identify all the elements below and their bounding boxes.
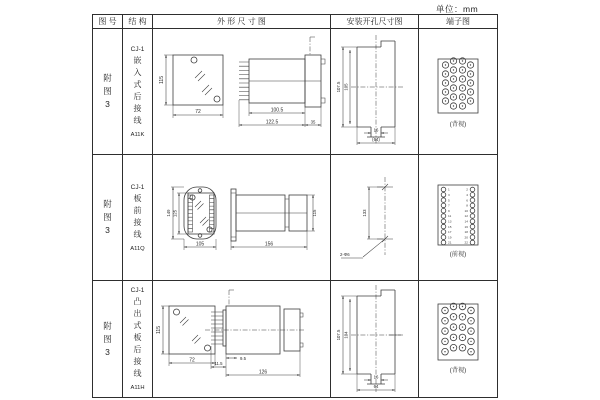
dim-pin-length: 11.5 <box>214 360 223 366</box>
svg-text:8: 8 <box>466 203 468 208</box>
terminal-strip <box>188 199 193 229</box>
svg-text:12: 12 <box>464 214 468 219</box>
dim-front-width: 72 <box>195 109 201 115</box>
outline-cell-row2 <box>153 155 331 281</box>
header-outline-label: 外 形 尺 寸 图 <box>217 17 266 26</box>
terminal-cell-row1 <box>419 29 497 155</box>
svg-text:17: 17 <box>448 230 452 235</box>
svg-text:13: 13 <box>448 219 452 224</box>
front-view <box>166 187 216 250</box>
svg-text:14: 14 <box>464 219 468 224</box>
svg-text:21: 21 <box>448 240 452 245</box>
svg-text:6: 6 <box>466 198 468 203</box>
outline-drawing-a11k <box>153 29 330 154</box>
dim-body-length: 126 <box>258 369 268 375</box>
structure-description: 板前接线 <box>133 193 142 239</box>
side-view <box>231 189 317 250</box>
model-label: CJ-1 <box>130 183 145 191</box>
view-label: (背视) <box>449 121 467 128</box>
terminal-diagram-a11k <box>419 29 497 154</box>
view-label: (背视) <box>449 366 467 374</box>
terminal-cell-row3 <box>419 281 497 397</box>
type-code: A11H <box>130 385 145 391</box>
type-code: A11K <box>130 131 145 138</box>
mounting-cell-row1 <box>331 29 419 155</box>
model-label: CJ-1 <box>130 45 145 53</box>
svg-text:11: 11 <box>448 214 452 219</box>
svg-text:20: 20 <box>464 235 468 240</box>
side-view <box>239 37 325 127</box>
header-figure-label: 图 号 <box>98 17 117 26</box>
svg-text:18: 18 <box>464 230 468 235</box>
outline-cell-row3 <box>153 281 331 397</box>
svg-text:1: 1 <box>448 187 450 192</box>
terminal-diagram-a11h <box>419 282 497 397</box>
terminal-strip <box>210 199 215 229</box>
mounting-cell-row2 <box>331 155 419 281</box>
surface-mark-icon <box>202 85 212 95</box>
dim-overall-width: (64) <box>372 137 380 142</box>
dim-slot-width: 16 <box>373 127 379 133</box>
mounting-drawing-a11k <box>331 29 418 154</box>
svg-text:22: 22 <box>464 240 468 245</box>
outline-drawing-a11q <box>153 155 330 280</box>
header-mounting-label: 安装开孔尺寸图 <box>346 17 403 26</box>
model-label: CJ-1 <box>130 287 145 294</box>
unit-label: 单位：mm <box>436 4 479 14</box>
svg-text:5: 5 <box>448 198 450 203</box>
structure-description: 嵌入式后接线 <box>133 55 142 125</box>
dimension-table <box>92 14 498 398</box>
figure-cell-row2 <box>93 155 123 281</box>
header-structure-label: 结 构 <box>128 17 147 26</box>
svg-text:15: 15 <box>448 224 452 229</box>
svg-text:3: 3 <box>448 193 450 197</box>
surface-mark-icon <box>195 71 205 81</box>
dim-slot-width: 16 <box>373 374 379 379</box>
figure-number: 附图3 <box>103 199 112 235</box>
structure-description: 凸出式板后接线 <box>133 297 142 378</box>
view-label: (前视) <box>449 251 467 258</box>
dim-mount-outer: 107.5 <box>336 329 341 340</box>
front-view <box>159 55 223 118</box>
dim-overall-width: 64 <box>373 383 379 389</box>
surface-mark-icon <box>195 201 204 210</box>
structure-cell-row3 <box>123 281 153 397</box>
terminal-cell-row2 <box>419 155 497 281</box>
terminal-circles <box>442 58 473 109</box>
header-outline <box>153 15 331 29</box>
svg-text:7: 7 <box>448 203 450 208</box>
hole-note: 2-Φ6 <box>340 252 350 257</box>
terminal-circles <box>441 187 475 245</box>
surface-mark-icon <box>200 217 209 226</box>
dim-hole-pitch: 133 <box>362 209 367 217</box>
dim-side-height: 115 <box>312 209 317 217</box>
dim-gap: 9.5 <box>240 355 246 361</box>
header-terminal <box>419 15 497 29</box>
header-terminal-label: 端子图 <box>446 17 470 26</box>
figure-number: 附图3 <box>103 320 112 357</box>
dim-mount-inner: 104 <box>343 330 349 339</box>
svg-text:19: 19 <box>448 235 452 240</box>
front-view <box>156 306 215 366</box>
outline-cell-row1 <box>153 29 331 155</box>
dim-body-length: 100.5 <box>270 107 284 114</box>
dim-mount-inner: 105 <box>343 83 349 91</box>
surface-mark-icon <box>192 335 201 344</box>
dim-front-width: 72 <box>189 357 195 363</box>
terminal-diagram-a11q <box>419 155 497 280</box>
terminal-circles <box>442 303 475 355</box>
dim-front-width: 105 <box>195 241 205 248</box>
dim-side-length: 156 <box>264 241 274 248</box>
svg-text:16: 16 <box>464 224 468 229</box>
side-view <box>205 290 305 377</box>
dim-total-length: 122.5 <box>265 119 279 126</box>
outline-drawing-a11h <box>153 282 330 397</box>
figure-number: 附图3 <box>103 73 112 109</box>
surface-mark-icon <box>180 317 189 326</box>
dim-front-inner-height: 125 <box>172 209 178 218</box>
header-mounting <box>331 15 419 29</box>
mounting-cell-row3 <box>331 281 419 397</box>
type-code: A11Q <box>130 245 145 252</box>
svg-text:9: 9 <box>448 208 450 213</box>
svg-text:10: 10 <box>464 208 468 213</box>
terminal-pins <box>211 312 223 344</box>
header-structure <box>123 15 153 29</box>
svg-text:4: 4 <box>466 193 468 197</box>
dim-mount-outer: 107.5 <box>336 81 341 93</box>
structure-cell-row1 <box>123 29 153 155</box>
dim-flange-length: 35 <box>310 119 316 125</box>
structure-cell-row2 <box>123 155 153 281</box>
figure-cell-row3 <box>93 281 123 397</box>
dim-front-height: 115 <box>156 325 162 334</box>
mounting-drawing-a11q <box>331 155 418 280</box>
header-figure <box>93 15 123 29</box>
mounting-drawing-a11h <box>331 282 418 397</box>
svg-text:2: 2 <box>466 187 468 192</box>
dim-front-outer-height: 149 <box>166 209 171 217</box>
terminal-pins <box>239 62 249 100</box>
figure-cell-row1 <box>93 29 123 155</box>
dim-front-height: 115 <box>159 76 165 84</box>
